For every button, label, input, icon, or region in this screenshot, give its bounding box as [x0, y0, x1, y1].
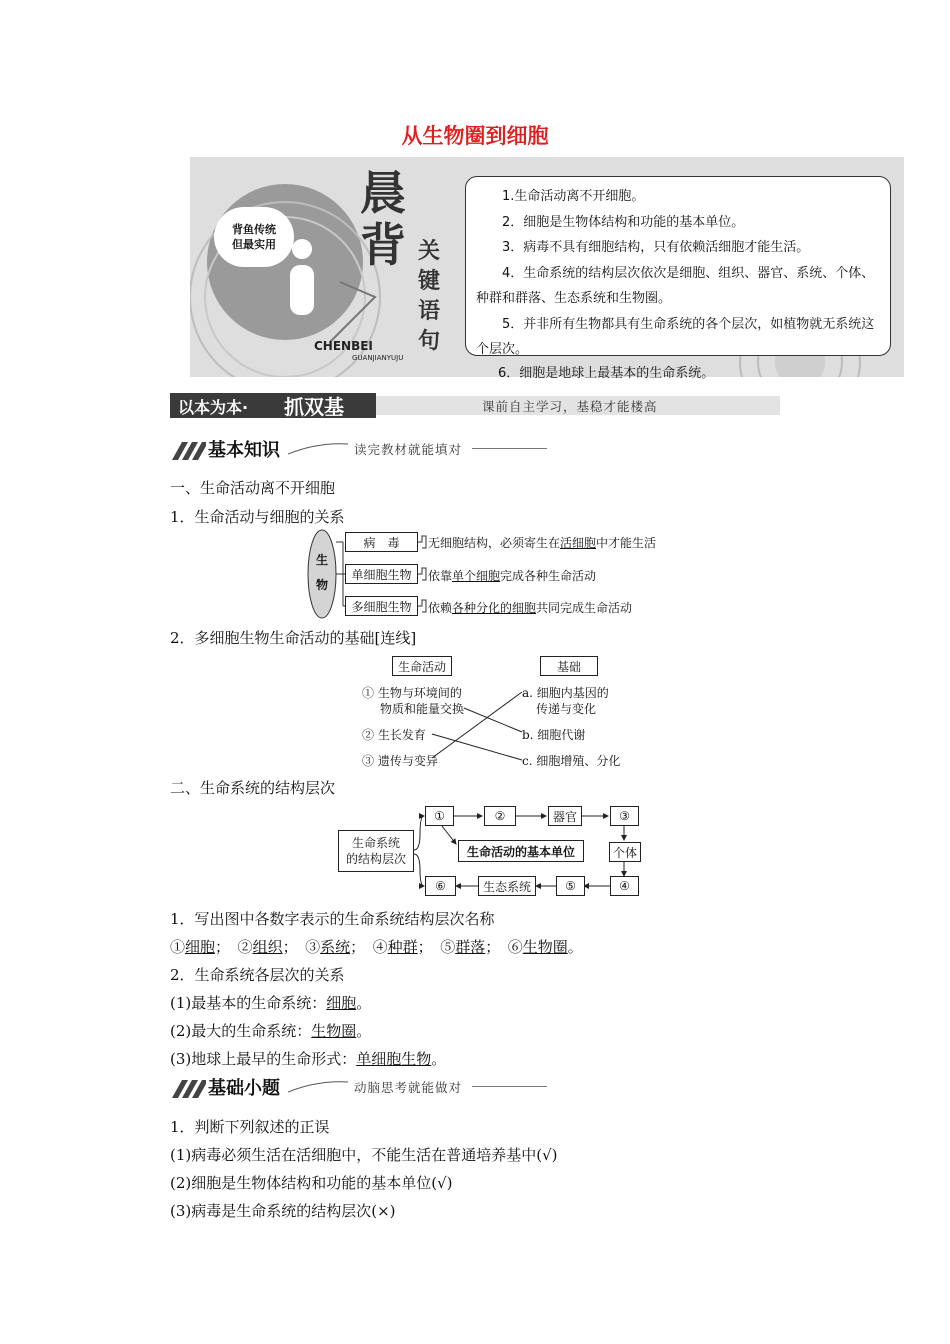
side-char: 关 [418, 239, 441, 264]
section-bar-label-big: 抓双基 [284, 395, 344, 419]
match-left-item: ① 生物与环境间的 [362, 686, 462, 700]
tree-desc: 无细胞结构，必须寄生在活细胞中才能生活 [428, 536, 657, 550]
match-right-item: 传递与变化 [536, 702, 597, 716]
flow-node-unit: 生命活动的基本单位 [458, 840, 584, 862]
key-point: 2．细胞是生物体结构和功能的基本单位。 [502, 214, 745, 230]
question-1: 1．生命活动与细胞的关系 [170, 508, 345, 526]
key-point: 1.生命活动离不开细胞。 [502, 189, 645, 204]
match-lines [362, 654, 632, 770]
answer-fill-line: ①细胞； ②组织； ③系统； ④种群； ⑤群落； ⑥生物圈。 [170, 938, 583, 956]
basic-quiz-header [172, 1074, 552, 1100]
flow-node-organ: 器官 [548, 806, 582, 826]
flow-node-ecosystem: 生态系统 [478, 876, 536, 896]
banner-big-char-1: 晨 [360, 166, 406, 220]
organism-tree-diagram [305, 528, 685, 620]
match-right-item: a. 细胞内基因的 [522, 686, 609, 700]
tree-key-unicellular: 单细胞生物 [345, 564, 418, 584]
header-rule [472, 448, 547, 449]
stripes-icon [172, 438, 206, 460]
quiz-item: (1)病毒必须生活在活细胞中，不能生活在普通培养基中(√) [170, 1146, 558, 1164]
relation-2: (2)最大的生命系统：生物圈。 [170, 1022, 372, 1040]
banner-brand-sub: GUANJIANYUJU [352, 354, 404, 362]
swoosh-line [288, 442, 348, 456]
match-left-item: ③ 遗传与变异 [362, 754, 438, 768]
header-rule [472, 1086, 547, 1087]
key-sentences-box [465, 176, 891, 356]
section-header: 基础小题 [208, 1078, 280, 1099]
side-char: 键 [418, 269, 441, 294]
flow-node-2: ② [484, 806, 516, 826]
section-bar-subtitle: 课前自主学习，基稳才能楼高 [482, 399, 658, 414]
answer-question-2: 2．生命系统各层次的关系 [170, 966, 345, 984]
match-left-item: ② 生长发育 [362, 728, 426, 742]
banner-side-text [418, 237, 444, 357]
heading-1: 一、生命活动离不开细胞 [170, 479, 336, 497]
life-system-flow [338, 804, 644, 900]
page-title: 从生物圈到细胞 [401, 124, 549, 148]
section-bar [170, 393, 780, 418]
match-left-head: 生命活动 [392, 656, 452, 676]
match-right-head: 基础 [540, 656, 598, 676]
quiz-item: (2)细胞是生物体结构和功能的基本单位(√) [170, 1174, 453, 1192]
flow-start: 生命系统 的结构层次 [338, 830, 414, 872]
banner-big-char-2: 背 [360, 218, 406, 272]
basic-knowledge-header [172, 436, 552, 462]
tree-desc: 依靠单个细胞完成各种生命活动 [428, 569, 597, 583]
key-point-6: 6．细胞是地球上最基本的生命系统。 [498, 366, 715, 381]
section-subheader: 动脑思考就能做对 [354, 1080, 463, 1095]
tree-key-virus: 病 毒 [345, 532, 418, 552]
match-right-item: c. 细胞增殖、分化 [522, 754, 621, 768]
section-header: 基本知识 [208, 440, 280, 461]
banner-brand: CHENBEI [314, 339, 373, 353]
key-point: 4．生命系统的结构层次依次是细胞、组织、器官、系统、个体、种群和群落、生态系统和生物圈。 [476, 265, 875, 306]
tree-root: 生物 [315, 553, 328, 592]
relation-1: (1)最基本的生命系统：细胞。 [170, 994, 372, 1012]
match-left-item: 物质和能量交换 [380, 702, 465, 716]
key-point: 3．病毒不具有细胞结构，只有依赖活细胞才能生活。 [502, 240, 810, 255]
flow-node-6: ⑥ [425, 876, 456, 896]
question-2: 2．多细胞生物生命活动的基础[连线] [170, 629, 417, 647]
side-char: 语 [418, 299, 441, 324]
tree-key-multicellular: 多细胞生物 [345, 596, 418, 616]
tree-desc: 依赖各种分化的细胞共同完成生命活动 [428, 601, 633, 615]
side-char: 句 [418, 329, 441, 354]
answer-question-1: 1．写出图中各数字表示的生命系统结构层次名称 [170, 910, 495, 928]
heading-2: 二、生命系统的结构层次 [170, 779, 336, 797]
flow-node-4: ④ [610, 876, 639, 896]
relation-3: (3)地球上最早的生命形式：单细胞生物。 [170, 1050, 447, 1068]
match-right-item: b. 细胞代谢 [522, 728, 586, 742]
quiz-item: (3)病毒是生命系统的结构层次(×) [170, 1202, 396, 1220]
section-bar-label: 以本为本· [178, 398, 249, 417]
swoosh-line [288, 1080, 348, 1094]
section-subheader: 读完教材就能填对 [354, 442, 463, 457]
stripes-icon [172, 1076, 206, 1098]
flow-node-individual: 个体 [609, 842, 641, 862]
flow-node-5: ⑤ [556, 876, 585, 896]
banner-badge: 背鱼传统 但最实用 [214, 207, 294, 267]
flow-node-1: ① [425, 806, 454, 826]
flow-node-3: ③ [610, 806, 639, 826]
key-point: 5．并非所有生物都具有生命系统的各个层次，如植物就无系统这个层次。 [476, 316, 875, 357]
matching-diagram [362, 654, 632, 770]
quiz-question: 1．判断下列叙述的正误 [170, 1118, 330, 1136]
